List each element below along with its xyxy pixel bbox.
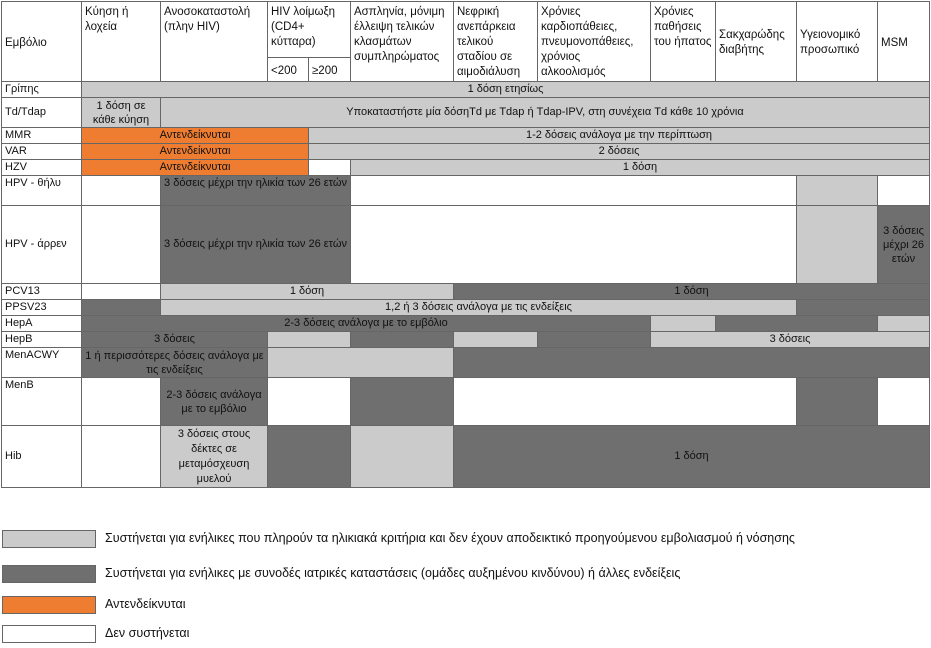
legend-swatch-dark	[2, 565, 96, 583]
cell-menacwy-end	[454, 348, 930, 378]
cell-mmr: 1-2 δόσεις ανάλογα με την περίπτωση	[309, 128, 930, 144]
cell-hpvm-pregnancy	[82, 206, 161, 284]
header-hcw: Υγειονομικό προσωπικό	[797, 2, 878, 82]
row-name-hib: Hib	[2, 426, 82, 488]
cell-menb: 2-3 δόσεις ανάλογα με το εμβόλιο	[161, 378, 268, 426]
cell-var: 2 δόσεις	[309, 144, 930, 160]
cell-hpvm: 3 δόσεις μέχρι την ηλικία των 26 ετών	[161, 206, 351, 284]
cell-hpvm-empty	[351, 206, 797, 284]
cell-menb-hcw	[797, 378, 878, 426]
cell-hzv-contra: Αντενδείκνυται	[82, 160, 309, 176]
row-name-menb: MenB	[2, 378, 82, 426]
cell-hepa-liver	[651, 316, 716, 332]
cell-pcv13-1: 1 δόση	[161, 284, 454, 300]
legend-item-orange	[2, 596, 902, 614]
cell-pcv13-pregnancy	[82, 284, 161, 300]
cell-hpvf-empty	[351, 176, 797, 206]
cell-hpvf-hcw	[797, 176, 878, 206]
row-name-tdap: Td/Tdap	[2, 98, 82, 128]
row-name-hpv-male: HPV - άρρεν	[2, 206, 82, 284]
cell-hepb-2: 3 δόσεις	[651, 332, 930, 348]
cell-hepa-msm	[878, 316, 930, 332]
legend-item-light	[2, 530, 902, 548]
header-vaccine: Εμβόλιο	[2, 2, 82, 82]
legend-text-white: Δεν συστήνεται	[105, 626, 190, 640]
legend-item-dark	[2, 565, 902, 583]
cell-tdap-pregnancy: 1 δόση σε κάθε κύηση	[82, 98, 161, 128]
cell-hpvf: 3 δόσεις μέχρι την ηλικία των 26 ετών	[161, 176, 351, 206]
cell-menb-hiv	[268, 378, 351, 426]
header-hiv-high: ≥200	[309, 58, 351, 82]
cell-flu: 1 δόση ετησίως	[82, 82, 930, 98]
legend-text-orange: Αντενδείκνυται	[105, 597, 186, 611]
row-name-hpv-female: HPV - θήλυ	[2, 176, 82, 206]
vaccination-table	[1, 1, 930, 488]
header-hiv-low: <200	[268, 58, 309, 82]
cell-menb-asplenia	[351, 378, 454, 426]
row-name-hepa: HepA	[2, 316, 82, 332]
header-hiv: HIV λοίμωξη (CD4+ κύτταρα)	[268, 2, 351, 58]
row-name-var: VAR	[2, 144, 82, 160]
cell-menb-empty	[454, 378, 797, 426]
header-msm: MSM	[878, 2, 930, 82]
cell-hepb-asplenia	[351, 332, 454, 348]
cell-mmr-contra: Αντενδείκνυται	[82, 128, 309, 144]
cell-hpvf-msm	[878, 176, 930, 206]
header-immunosuppression: Ανοσοκαταστολή (πλην HIV)	[161, 2, 268, 82]
cell-hib-2: 1 δόση	[454, 426, 930, 488]
row-name-hepb: HepB	[2, 332, 82, 348]
cell-menb-msm	[878, 378, 930, 426]
cell-pcv13-2: 1 δόση	[454, 284, 930, 300]
legend-swatch-white	[2, 625, 96, 643]
cell-hepa-mid	[716, 316, 878, 332]
cell-hepb-hiv	[268, 332, 351, 348]
cell-hzv: 1 δόση	[351, 160, 930, 176]
row-name-mmr: MMR	[2, 128, 82, 144]
cell-hepb-1: 3 δόσεις	[82, 332, 268, 348]
legend-item-white	[2, 625, 902, 643]
cell-hpvm-msm: 3 δόσεις μέχρι 26 ετών	[878, 206, 930, 284]
header-chronic: Χρόνιες καρδιοπάθειες, πνευμονοπάθειες, χρόνιος αλκοολισμός	[538, 2, 651, 82]
legend-swatch-light	[2, 530, 96, 548]
header-diabetes: Σακχαρώδης διαβήτης	[716, 2, 797, 82]
header-renal: Νεφρική ανεπάρκεια τελικού σταδίου σε αιμοδιάλυση	[454, 2, 538, 82]
cell-hpvf-pregnancy	[82, 176, 161, 206]
legend-swatch-orange	[2, 596, 96, 614]
header-asplenia: Ασπληνία, μόνιμη έλλειψη τελικών κλασμάτων συμπληρώματος	[351, 2, 454, 82]
cell-menacwy-mid	[268, 348, 454, 378]
cell-menb-pregnancy	[82, 378, 161, 426]
row-name-pcv13: PCV13	[2, 284, 82, 300]
row-name-hzv: HZV	[2, 160, 82, 176]
cell-ppsv23-end	[797, 300, 930, 316]
row-name-flu: Γρίπης	[2, 82, 82, 98]
cell-hepb-chronic	[538, 332, 651, 348]
row-name-ppsv23: PPSV23	[2, 300, 82, 316]
cell-menacwy: 1 ή περισσότερες δόσεις ανάλογα με τις ενδείξεις	[82, 348, 268, 378]
legend-text-light: Συστήνεται για ενήλικες που πληρούν τα ηλικιακά κριτήρια και δεν έχουν αποδεικτικό προηγούμενου εμβολιασμού ή νόσησης	[105, 531, 795, 545]
cell-hib-asplenia	[351, 426, 454, 488]
header-pregnancy: Κύηση ή λοχεία	[82, 2, 161, 82]
cell-hib-1: 3 δόσεις στους δέκτες σε μεταμόσχευση μυελού	[161, 426, 268, 488]
row-name-menacwy: MenACWY	[2, 348, 82, 378]
cell-hib-pregnancy	[82, 426, 161, 488]
header-liver: Χρόνιες παθήσεις του ήπατος	[651, 2, 716, 82]
cell-hepb-renal	[454, 332, 538, 348]
cell-ppsv23: 1,2 ή 3 δόσεις ανάλογα με τις ενδείξεις	[161, 300, 797, 316]
cell-hepa: 2-3 δόσεις ανάλογα με το εμβόλιο	[82, 316, 651, 332]
cell-hpvm-hcw	[797, 206, 878, 284]
cell-var-contra: Αντενδείκνυται	[82, 144, 309, 160]
cell-tdap: Υποκαταστήστε μία δόσηTd με Tdap ή Tdap-IPV, στη συνέχεια Td κάθε 10 χρόνια	[161, 98, 930, 128]
legend-text-dark: Συστήνεται για ενήλικες με συνοδές ιατρικές καταστάσεις (ομάδες αυξημένου κινδύνου) ή άλλες ενδείξεις	[105, 566, 681, 580]
cell-ppsv23-pregnancy	[82, 300, 161, 316]
cell-hib-hiv	[268, 426, 351, 488]
cell-hzv-empty	[309, 160, 351, 176]
